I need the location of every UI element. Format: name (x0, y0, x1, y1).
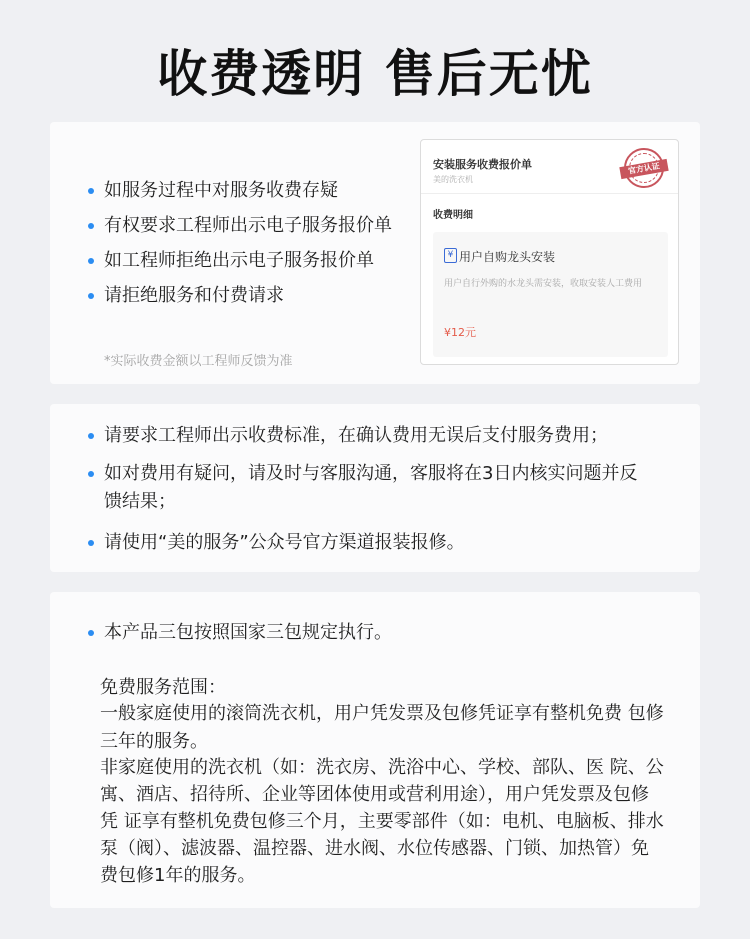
bullet-dot-icon (88, 223, 94, 229)
bullet-dot-icon (88, 433, 94, 439)
warranty-line: 费包修1年的服务。 (100, 865, 256, 886)
bullet-dot-icon (88, 188, 94, 194)
quote-item-box (433, 232, 668, 357)
bullet-dot-icon (88, 630, 94, 636)
warranty-line: 免费服务范围： (100, 677, 226, 698)
yen-icon: ¥ (444, 248, 457, 263)
warranty-line: 三年的服务。 (100, 731, 208, 752)
payment-guidance-card: 请要求工程师出示收费标准，在确认费用无误后支付服务费用； 如对费用有疑问，请及时与客服沟通，客服将在3日内核实问题并反 馈结果； 请使用“美的服务”公众号官方渠道报装报修。 (50, 404, 700, 572)
bullet-dot-icon (88, 258, 94, 264)
warranty-line: 非家庭使用的洗衣机（如：洗衣房、洗浴中心、学校、部队、医 院、公 (100, 757, 664, 778)
official-seal-icon: 官方认证 (624, 148, 664, 188)
quote-item-title: 用户自购龙头安装 (459, 250, 556, 264)
quote-section-label: 收费明细 (433, 210, 473, 221)
warranty-line: 寓、酒店、招待所、企业等团体使用或营利用途），用户凭发票及包修 (100, 784, 649, 805)
bullet-dot-icon (88, 540, 94, 546)
page-title: 收费透明 售后无忧 (157, 45, 593, 103)
quote-item-price: ¥12元 (444, 326, 476, 339)
fee-note: *实际收费金额以工程师反馈为准 (104, 354, 293, 369)
warranty-card: 本产品三包按照国家三包规定执行。 免费服务范围： 一般家庭使用的滚筒洗衣机，用户凭发票及包修凭证享有整机免费 包修 三年的服务。 非家庭使用的洗衣机（如：洗衣房、洗浴中心、学校、部队、医 院、公 寓、酒店、招待所、企业等团体使用或营利用途），用户凭发票及包修 凭 证享有整机免费包修三个月，主要零部件（如：电机、电脑板、排水 泵（阀）、滤波器、温控器、进水阀、水位传感器、门锁、加热管）免 费包修1年的服务。 (50, 592, 700, 908)
quote-title: 安装服务收费报价单 (433, 158, 532, 171)
quote-subtitle: 美的洗衣机 (433, 175, 473, 184)
bullet-dot-icon (88, 471, 94, 477)
divider (421, 193, 678, 194)
warranty-line: 一般家庭使用的滚筒洗衣机，用户凭发票及包修凭证享有整机免费 包修 (100, 703, 664, 724)
bullet-dot-icon (88, 293, 94, 299)
warranty-line: 泵（阀）、滤波器、温控器、进水阀、水位传感器、门锁、加热管）免 (100, 838, 649, 859)
quote-sheet-screenshot (420, 139, 679, 365)
warranty-line: 凭 证享有整机免费包修三个月，主要零部件（如：电机、电脑板、排水 (100, 811, 664, 832)
quote-item-description: 用户自行外购的水龙头需安装，收取安装人工费用 (444, 279, 643, 289)
fee-transparency-card: 如服务过程中对服务收费存疑 有权要求工程师出示电子服务报价单 如工程师拒绝出示电子服务报价单 请拒绝服务和付费请求 *实际收费金额以工程师反馈为准 安装服务收费报价单 美的洗衣机 官方认证 收费明细 ¥ 用户自购龙头安装 用户自行外购的水龙头需安装，收取安装人工费用 ¥12元 (50, 122, 700, 384)
